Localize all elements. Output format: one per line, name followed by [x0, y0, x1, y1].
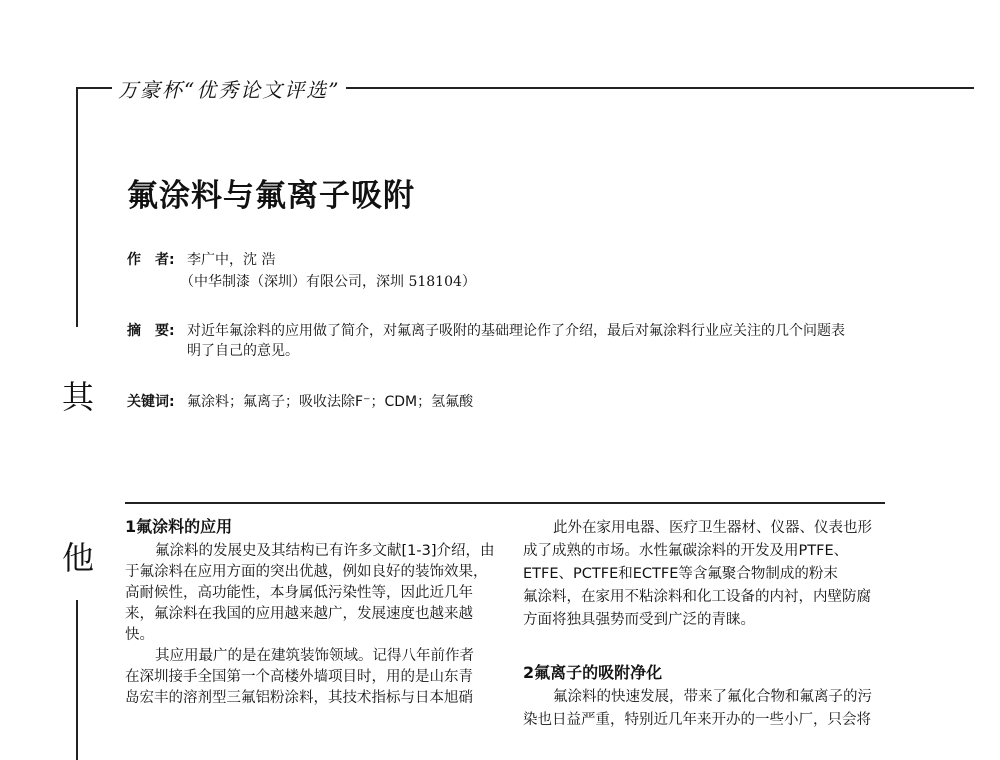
column-banner: 万豪杯“优秀论文评选”	[112, 74, 346, 103]
paragraph-line: 方面将独具强势而受到广泛的青睐。	[523, 612, 755, 628]
section-2-heading: 2氟离子的吸附净化	[523, 663, 663, 682]
paragraph-line: ETFE、PCTFE和ECTFE等含氟聚合物制成的粉末	[523, 566, 838, 582]
left-column	[125, 515, 497, 709]
side-char-ta: 他	[62, 539, 95, 577]
paragraph-line: 氟涂料的发展史及其结构已有许多文献[1-3]介绍，由	[155, 543, 495, 559]
affiliation: （中华制漆（深圳）有限公司，深圳 518104）	[180, 274, 476, 290]
abstract-line-1: 对近年氟涂料的应用做了简介，对氟离子吸附的基础理论作了介绍，最后对氟涂料行业应关注的几个问题表	[187, 323, 845, 339]
abstract-line-2: 明了自己的意见。	[187, 343, 299, 359]
article-title: 氟涂料与氟离子吸附	[127, 178, 415, 214]
left-margin-rule-top	[76, 87, 78, 327]
side-char-qi: 其	[62, 378, 95, 416]
keywords-label: 关键词:	[127, 394, 175, 410]
author-label: 作 者:	[127, 252, 175, 268]
authors: 李广中，沈 浩	[187, 252, 276, 268]
abstract-label: 摘 要:	[127, 323, 175, 339]
paragraph-line: 来，氟涂料在我国的应用越来越广，发展速度也越来越	[125, 606, 473, 622]
paragraph-line: 此外在家用电器、医疗卫生器材、仪器、仪表也形	[553, 520, 872, 536]
paragraph-line: 于氟涂料在应用方面的突出优越，例如良好的装饰效果，	[125, 564, 488, 580]
paragraph-line: 氟涂料的快速发展，带来了氟化合物和氟离子的污	[553, 689, 872, 705]
paragraph-line: 岛宏丰的溶剂型三氟铝粉涂料，其技术指标与日本旭硝	[125, 690, 473, 706]
paragraph-line: 高耐候性，高功能性，本身属低污染性等，因此近几年	[125, 585, 473, 601]
left-margin-rule-bottom	[76, 600, 78, 760]
keywords: 氟涂料；氟离子；吸收法除F⁻；CDM；氢氟酸	[187, 394, 474, 410]
paragraph-line: 染也日益严重，特别近几年来开办的一些小厂，只会将	[523, 712, 871, 728]
paragraph-line: 氟涂料，在家用不粘涂料和化工设备的内衬，内壁防腐	[523, 589, 871, 605]
paragraph-line: 其应用最广的是在建筑装饰领域。记得八年前作者	[155, 648, 474, 664]
section-1-heading: 1氟涂料的应用	[125, 517, 233, 536]
body-rule	[125, 502, 885, 504]
paragraph-line: 快。	[125, 627, 154, 643]
paragraph-line: 成了成熟的市场。水性氟碳涂料的开发及用PTFE、	[523, 543, 849, 559]
right-column	[523, 517, 885, 732]
paragraph-line: 在深圳接手全国第一个高楼外墙项目时，用的是山东青	[125, 669, 473, 685]
